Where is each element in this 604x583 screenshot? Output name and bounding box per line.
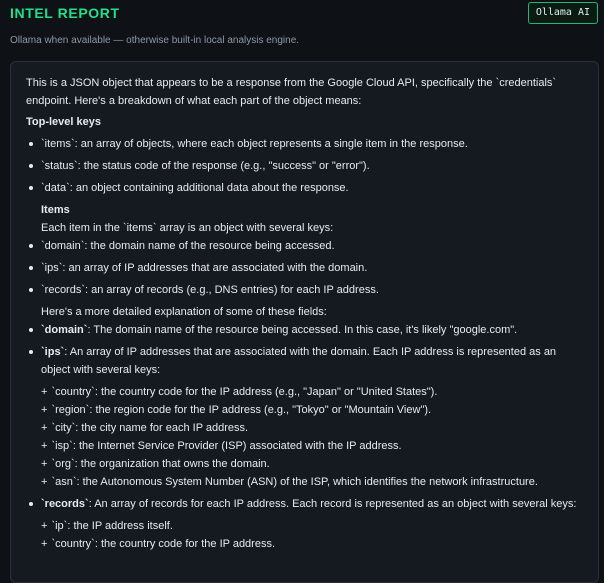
list-item-records: `records`: An array of records for each IP address. Each record is represented as an object with several keys: + `ip`: the IP address itself. + `country`: the country code for the IP address. (26, 495, 586, 553)
engine-subtitle: Ollama when available — otherwise built-in local analysis engine. (10, 35, 300, 46)
top-level-list (26, 135, 586, 197)
list-item-ips: `ips`: An array of IP addresses that are associated with the domain. Each IP address is represented as an object with several keys: + `country`: the country code for the IP address (e.g., "Japan" or "United States"). + `region`: the region code for the IP address (e.g., "Tokyo" or "Mountain View"). + `city`: the city name for each IP address. + `isp`: the Internet Service Provider (ISP) associated with the IP address. + `org`: the organization that owns the domain. + `asn`: the Autonomous System Number (ASN) of the ISP, which identifies the network infrastructure. (26, 343, 586, 491)
items-intro: Each item in the `items` array is an object with several keys: (41, 222, 334, 234)
ollama-ai-badge[interactable]: Ollama AI (528, 2, 598, 24)
top-level-heading: Top-level keys (26, 116, 101, 128)
list-item: `data`: an object containing additional data about the response. (26, 179, 586, 197)
list-item: `status`: the status code of the response (e.g., "success" or "error"). (26, 157, 586, 175)
report-header (0, 0, 604, 60)
page-title: INTEL REPORT (10, 5, 120, 21)
list-item-domain: `domain`: The domain name of the resource being accessed. In this case, it's likely "google.com". (26, 321, 586, 339)
report-intro: This is a JSON object that appears to be a response from the Google Cloud API, specifically the `credentials` endpoint. Here's a breakdown of what each part of the object means: (26, 77, 557, 107)
detail-intro: Here's a more detailed explanation of some of these fields: (41, 306, 327, 318)
detail-list (26, 321, 586, 553)
list-item: `items`: an array of objects, where each object represents a single item in the response. (26, 135, 586, 153)
list-item: `records`: an array of records (e.g., DNS entries) for each IP address. (26, 281, 586, 299)
report-card (10, 61, 599, 583)
list-item: `domain`: the domain name of the resource being accessed. (26, 237, 586, 255)
report-content (26, 74, 586, 557)
items-heading: Items (41, 204, 70, 216)
item-keys-list (26, 237, 586, 299)
list-item: `ips`: an array of IP addresses that are associated with the domain. (26, 259, 586, 277)
